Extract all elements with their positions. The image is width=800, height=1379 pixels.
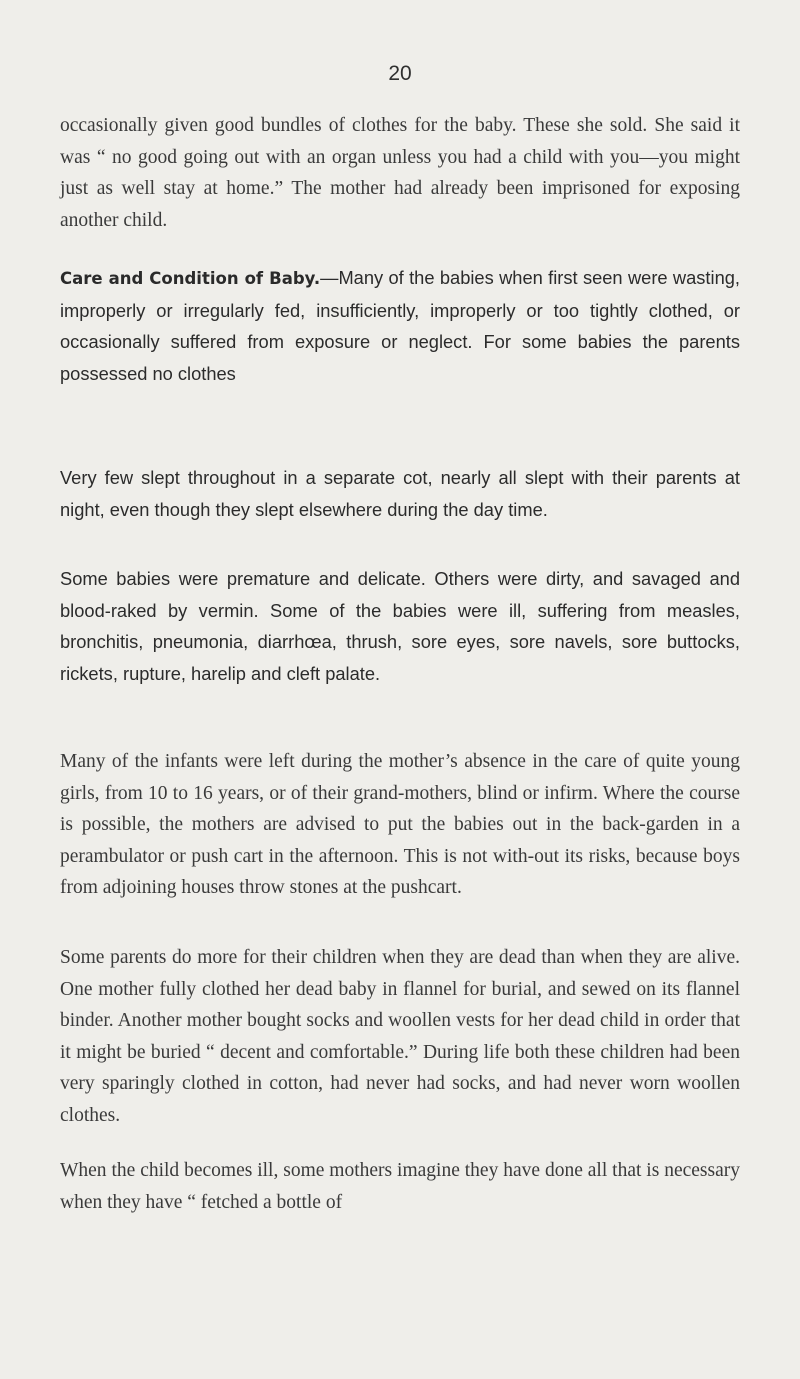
section-heading: Care and Condition of Baby. (60, 269, 321, 288)
paragraph-care-and-condition (60, 262, 740, 389)
paragraph-illnesses: Some babies were premature and delicate. Others were dirty, and savaged and blood-raked by vermin. Some of the babies were ill, suffering from measles, bronchitis, pneumonia, diarrhœa, thrush, sore eyes, sore navels, sore buttocks, rickets, rupture, harelip and cleft palate. (60, 568, 740, 684)
paragraph-sleeping: Very few slept throughout in a separate cot, nearly all slept with their parents at night, even though they slept elsewhere during the day time. (60, 467, 740, 520)
paragraph-organ-story: occasionally given good bundles of clothes for the baby. These she sold. She said it was “ no good going out with an organ unless you had a child with you—you might just as well stay at home.” The mother had already been imprisoned for exposing another child. (60, 115, 740, 231)
paragraph-infant-care: Many of the infants were left during the mother’s absence in the care of quite young girls, from 10 to 16 years, or of their grand-mothers, blind or infirm. Where the course is possible, the mothers are advised to put the babies out in the back-garden in a perambulator or push cart in the afternoon. This is not with-out its risks, because boys from adjoining houses throw stones at the pushcart. (60, 751, 740, 898)
paragraph-dead-children: Some parents do more for their children when they are dead than when they are alive. One mother fully clothed her dead baby in flannel for burial, and sewed on its flannel binder. Another mother bought socks and woollen vests for her dead child in order that it might be buried “ decent and comfortable.” During life both these children had been very sparingly clothed in cotton, had never had socks, and had never worn woollen clothes. (60, 947, 740, 1126)
paragraph-child-ill: When the child becomes ill, some mothers imagine they have done all that is necessary when they have “ fetched a bottle of (60, 1160, 740, 1213)
paragraph-care-body: —Many of the babies when first seen were wasting, improperly or irregularly fed, insufficiently, improperly or too tightly clothed, or occasionally suffered from exposure or neglect. For some babies the parents possessed no clothes (60, 267, 740, 384)
page-number: 20 (388, 62, 412, 85)
